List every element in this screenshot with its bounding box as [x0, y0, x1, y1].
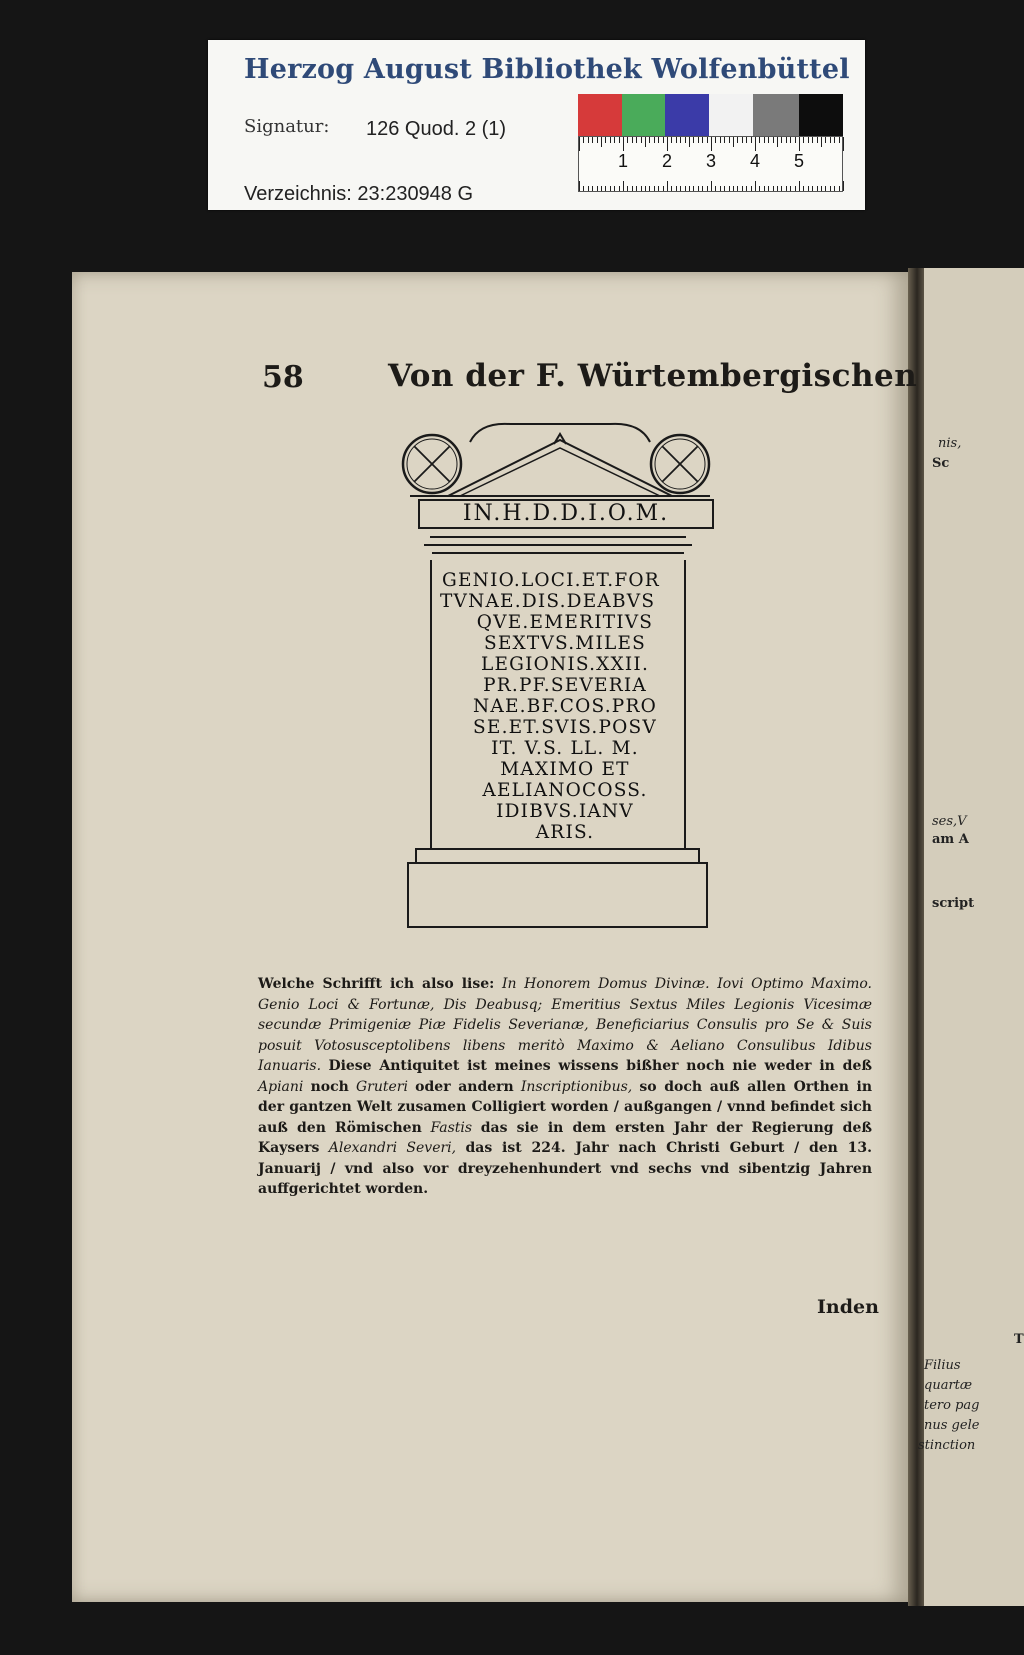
ruler-tick	[825, 137, 826, 143]
ruler-tick	[720, 137, 721, 143]
ruler-tick	[839, 186, 840, 191]
ruler-tick	[619, 137, 620, 143]
ruler-tick	[724, 137, 725, 143]
swatch-black	[799, 94, 843, 136]
inscription-line: QVE.EMERITIVS	[476, 612, 654, 633]
ruler-tick	[707, 137, 708, 143]
ruler-tick	[795, 137, 796, 143]
facing-fragment: Sc	[932, 456, 950, 471]
ruler-number: 5	[793, 151, 805, 171]
ruler-tick	[693, 186, 694, 191]
color-calibration-bar	[578, 94, 843, 136]
ruler-number: 3	[705, 151, 717, 171]
swatch-blue	[665, 94, 709, 136]
ruler-tick	[601, 137, 602, 147]
ruler-tick	[623, 137, 624, 151]
ruler-tick	[645, 186, 646, 191]
ruler-tick	[711, 137, 712, 151]
ruler-tick	[667, 137, 668, 151]
ruler-tick	[636, 137, 637, 143]
commentary-text: noch	[310, 1078, 349, 1095]
ruler-tick	[707, 186, 708, 191]
running-head: Von der F. Würtembergischen	[388, 358, 918, 394]
capital-molding	[430, 536, 686, 538]
ruler-tick	[808, 186, 809, 191]
ruler-tick	[689, 137, 690, 147]
ruler-tick	[737, 137, 738, 143]
inscription-line: MAXIMO ET	[500, 759, 630, 780]
ruler-tick	[715, 186, 716, 191]
ruler-tick	[821, 137, 822, 147]
ruler-tick	[614, 186, 615, 191]
ruler-tick	[781, 137, 782, 143]
ruler-tick	[729, 186, 730, 191]
ruler-number: 1	[617, 151, 629, 171]
ruler-tick	[614, 137, 615, 143]
ruler-tick	[579, 137, 580, 151]
ruler-tick	[803, 137, 804, 143]
ruler-tick	[605, 186, 606, 191]
ruler-tick	[693, 137, 694, 143]
altar-plinth	[415, 848, 700, 862]
ruler-tick	[641, 137, 642, 143]
altar-capital-drawing	[400, 420, 720, 510]
ruler-tick	[663, 186, 664, 191]
inscription-line: TVNAE.DIS.DEABVS	[440, 591, 656, 612]
ruler-tick	[764, 137, 765, 143]
ruler-tick	[579, 181, 580, 191]
ruler-tick	[843, 137, 844, 151]
inscription-line: AELIANOCOSS.	[482, 780, 648, 801]
ruler-tick	[689, 186, 690, 191]
ruler-tick	[795, 186, 796, 191]
ruler-tick	[843, 181, 844, 191]
ruler-tick	[658, 137, 659, 143]
ruler-tick	[751, 137, 752, 143]
swatch-white	[709, 94, 753, 136]
facing-fragment: nus gele	[924, 1418, 980, 1433]
ruler-tick	[588, 137, 589, 143]
inscription-line: SE.ET.SVIS.POSV	[473, 717, 657, 738]
ruler-tick	[768, 137, 769, 143]
ruler-tick	[702, 186, 703, 191]
commentary-latin: Inscriptionibus,	[513, 1078, 640, 1095]
ruler-tick	[680, 186, 681, 191]
inscription-line: SEXTVS.MILES	[483, 633, 647, 654]
inscription-line: IDIBVS.IANV	[496, 801, 634, 822]
commentary-text: das sie in dem ersten Jahr der Regierung deß Kaysers	[258, 1119, 872, 1156]
ruler-tick	[601, 186, 602, 191]
signatur-value: 126 Quod. 2 (1)	[366, 118, 507, 140]
ruler-tick	[685, 137, 686, 143]
ruler-tick	[583, 137, 584, 143]
ruler-tick	[588, 186, 589, 191]
ruler-tick	[632, 186, 633, 191]
library-name: Herzog August Bibliothek Wolfenbüttel	[244, 54, 850, 85]
ruler-tick	[658, 186, 659, 191]
facing-fragment: stinction	[918, 1438, 976, 1453]
ruler-tick	[834, 137, 835, 143]
inscription-line: NAE.BF.COS.PRO	[473, 696, 657, 717]
page-number: 58	[262, 360, 304, 395]
ruler-tick	[830, 186, 831, 191]
ruler-tick	[627, 137, 628, 143]
ruler-tick	[733, 137, 734, 147]
ruler-tick	[729, 137, 730, 143]
ruler-tick	[777, 137, 778, 147]
ruler-tick	[817, 186, 818, 191]
altar-dedication: IN.H.D.D.I.O.M.	[418, 499, 714, 529]
facing-fragment: T	[1014, 1332, 1024, 1347]
library-label	[208, 40, 865, 210]
facing-fragment: tero pag	[924, 1398, 980, 1413]
ruler-tick	[755, 181, 756, 191]
ruler-tick	[724, 186, 725, 191]
ruler-tick	[808, 137, 809, 143]
ruler-tick	[592, 137, 593, 143]
commentary-text: Welche Schrifft ich also lise:	[258, 976, 495, 992]
ruler-tick	[671, 186, 672, 191]
commentary-latin: Fastis	[421, 1119, 481, 1136]
ruler-tick	[790, 137, 791, 143]
commentary-latin: Apiani	[258, 1078, 311, 1095]
ruler-number: 4	[749, 151, 761, 171]
ruler-tick	[698, 137, 699, 143]
ruler-tick	[583, 186, 584, 191]
ruler-tick	[742, 137, 743, 143]
ruler-tick	[645, 137, 646, 147]
ruler-tick	[671, 137, 672, 143]
ruler-tick	[654, 186, 655, 191]
ruler-tick	[773, 137, 774, 143]
ruler-tick	[825, 186, 826, 191]
ruler-tick	[667, 181, 668, 191]
ruler-tick	[817, 137, 818, 143]
ruler-tick	[649, 137, 650, 143]
ruler-tick	[654, 137, 655, 143]
ruler-tick	[711, 181, 712, 191]
commentary-text: oder andern	[415, 1078, 514, 1095]
commentary-text: so doch auß allen Orthen in der gantzen Welt zusamen Colligiert worden / außgangen / vnnd befindet sich auß den Römischen	[258, 1078, 873, 1136]
ruler-tick	[597, 137, 598, 143]
catchword: Inden	[817, 1296, 879, 1318]
ruler-tick	[755, 137, 756, 151]
facing-page-edge	[918, 268, 1024, 1606]
facing-fragment: am A	[932, 832, 969, 847]
swatch-gray	[753, 94, 799, 136]
ruler-tick	[680, 137, 681, 143]
ruler-tick	[619, 186, 620, 191]
ruler-tick	[742, 186, 743, 191]
facing-fragment: quartæ	[924, 1378, 973, 1393]
ruler-tick	[592, 186, 593, 191]
ruler-tick	[676, 186, 677, 191]
ruler-tick	[746, 137, 747, 143]
inscription-line: IT. V.S. LL. M.	[491, 738, 639, 759]
ruler-tick	[698, 186, 699, 191]
ruler-tick	[803, 186, 804, 191]
ruler-tick	[733, 186, 734, 191]
ruler-tick	[812, 186, 813, 191]
ruler-tick	[610, 186, 611, 191]
ruler-tick	[702, 137, 703, 143]
ruler-tick	[720, 186, 721, 191]
commentary-latin: Alexandri Severi,	[319, 1140, 466, 1156]
ruler-tick	[632, 137, 633, 143]
inscription-line: LEGIONIS.XXII.	[480, 654, 650, 675]
facing-fragment: nis,	[938, 436, 962, 451]
scale-ruler	[578, 136, 843, 192]
ruler-tick	[830, 137, 831, 143]
ruler-tick	[715, 137, 716, 143]
ruler-tick	[759, 186, 760, 191]
ruler-tick	[663, 137, 664, 143]
commentary-text: das ist 224. Jahr nach Christi Geburt / den 13. Januarij / vnd also vor dreyzehenhundert vnd sechs vnd sibentzig Jahren auffgerichtet worden.	[258, 1140, 872, 1197]
inscription-line: PR.PF.SEVERIA	[483, 675, 647, 696]
ruler-tick	[627, 186, 628, 191]
ruler-tick	[685, 186, 686, 191]
ruler-tick	[605, 137, 606, 143]
ruler-tick	[799, 181, 800, 191]
signatur-label: Signatur:	[244, 116, 330, 137]
ruler-tick	[751, 186, 752, 191]
ruler-tick	[759, 137, 760, 143]
altar-base	[407, 862, 708, 928]
verzeichnis-text: Verzeichnis: 23:230948 G	[244, 183, 474, 205]
inscription-line: ARIS.	[535, 822, 595, 843]
swatch-green	[622, 94, 665, 136]
ruler-tick	[773, 186, 774, 191]
ruler-tick	[821, 186, 822, 191]
ruler-tick	[597, 186, 598, 191]
ruler-tick	[839, 137, 840, 143]
ruler-tick	[746, 186, 747, 191]
ruler-tick	[768, 186, 769, 191]
commentary-latin: Gruteri	[348, 1078, 416, 1095]
ruler-tick	[641, 186, 642, 191]
ruler-tick	[676, 137, 677, 143]
ruler-tick	[834, 186, 835, 191]
ruler-tick	[636, 186, 637, 191]
ruler-tick	[812, 137, 813, 143]
ruler-tick	[623, 181, 624, 191]
capital-molding	[424, 544, 692, 546]
ruler-number: 2	[661, 151, 673, 171]
ruler-tick	[790, 186, 791, 191]
ruler-tick	[649, 186, 650, 191]
facing-fragment: Filius	[924, 1358, 961, 1373]
ruler-tick	[781, 186, 782, 191]
ruler-tick	[799, 137, 800, 151]
facing-fragment: ses,V	[932, 814, 967, 829]
commentary-text: Diese Antiquitet ist meines wissens bißher noch nie weder in deß	[328, 1058, 872, 1074]
facing-fragment: script	[932, 896, 975, 911]
altar-inscription	[440, 570, 690, 843]
ruler-tick	[786, 186, 787, 191]
commentary-paragraph	[258, 974, 872, 1200]
ruler-tick	[764, 186, 765, 191]
ruler-tick	[777, 186, 778, 191]
swatch-red	[578, 94, 622, 136]
ruler-tick	[610, 137, 611, 143]
ruler-tick	[786, 137, 787, 143]
ruler-tick	[737, 186, 738, 191]
capital-molding	[432, 552, 684, 554]
commentary-latin: In Honorem Domus Divinæ. Iovi Optimo Maximo. Genio Loci & Fortunæ, Dis Deabusq; Emeritius Sextus Miles Legionis Vicesimæ secundæ Primigeniæ Piæ Fidelis Severianæ, Beneficiarius Consulis pro Se & Suis posuit Votosusceptolibens libens meritò Maximo & Aeliano Consulibus Idibus Ianuaris.	[258, 976, 873, 1074]
inscription-line: GENIO.LOCI.ET.FOR	[442, 570, 660, 591]
